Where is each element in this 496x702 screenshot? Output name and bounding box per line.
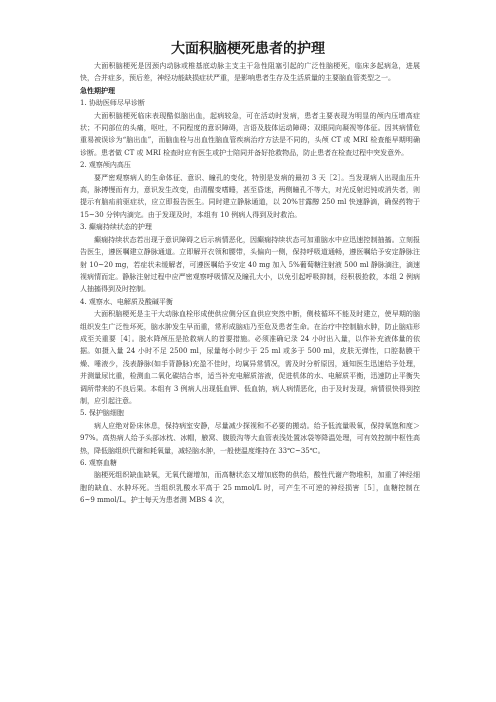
subsection-label: 保护脑细胞 xyxy=(88,409,124,418)
subsection-number: 5. xyxy=(80,409,87,418)
subsection-title-4 xyxy=(80,296,420,308)
subsection-label: 协助医师尽早诊断 xyxy=(88,99,145,108)
intro-paragraph: 大面积脑梗死是因颈内动脉或椎基底动脉主支主干急性阻塞引起的广泛性脑梗死，临床多起病急，进展快，合并症多，预后差，神经功能缺损症状严重，是影响患者生存及生活质量的主要脑血管类型之一。 xyxy=(80,62,420,83)
subsection-body-5: 病人应绝对卧床休息，保持病室安静，尽量减少探视和不必要的搬动。给予低流量吸氧，保持氧饱和度＞97%。高热病人给予头部冰枕、冰帽，腋窝、腹股沟等大血管表浅处置冰袋等降温处理，可有效控制中枢性高热，降低脑组织代谢和耗氧量，减轻脑水肿，一般使温度维持在 33℃~35℃。 xyxy=(80,421,420,455)
subsection-number: 2. xyxy=(80,161,87,170)
subsection-body-1: 大面积脑梗死临床表现酷似脑出血，起病较急，可在活动时发病，患者主要表现为明显的颅内压增高症状；不同部位的头痛，呕吐，不同程度的意识障碍，言语及肢体运动障碍；双眼同向凝视等体征。因其病情危重易被误诊为“脑出血”，而脑血栓与出血性脑血管疾病治疗方法是不同的，头颅 CT 或 MRI 检查能早期明确诊断。患者做 CT 或 MRI 检查时应有医生或护士陪同并备好抢救物品，防止患者在检查过程中突发意外。 xyxy=(80,111,420,157)
document-title: 大面积脑梗死患者的护理 xyxy=(171,41,325,57)
subsection-title-5 xyxy=(80,407,420,419)
subsection-label: 观察水、电解质及酸碱平衡 xyxy=(88,297,173,306)
subsection-title-2 xyxy=(80,159,420,171)
subsection-body-4: 大面积脑梗死是主干大动脉血栓形成使供应侧分区血供应突然中断，侧枝循环不能及时建立，使早期的脑组织发生广泛性坏死，脑水肿发生早而重，常形成脑疝乃至危及患者生命。在治疗中控制脑水肿，防止脑疝形成至关重要［4］。脱水降颅压是抢救病人的首要措施。必须准确记录 24 小时出入量，以作补充液体量的依据。如摄入量 24 小时不足 2500 ml，尿量每小时少于 25 ml 或多于 500 ml，皮肤无弹性，口腔黏膜干燥、唾液少，浅表静脉(如手背静脉)充盈不佳时，均属异常情况，需及时分析原因，通知医生迅速给予处理，并测量尿比重，检测血二氧化碳结合率，适当补充电解质溶液，促进机体的水、电解质平衡，迅速防止平衡失调所带来的不良后果。本组有 3 例病人出现低血钾、低血钠，病人病情恶化，由于及时发现，病情很快得到控制，应引起注意。 xyxy=(80,310,420,405)
subsection-number: 6. xyxy=(80,459,87,467)
subsection-label: 观察颅内高压 xyxy=(88,161,131,170)
subsection-title-6 xyxy=(80,457,420,469)
subsection-body-2: 要严密观察病人的生命体征、意识、瞳孔的变化，特别是发病的最初 3 天［2］。当发现病人出现血压升高，脉搏慢而有力，意识发生改变，由清醒变嗜睡，甚至昏迷，两侧瞳孔不等大，对光反射迟钝或消失者，则提示有脑疝前驱症状，应立即报告医生。同时建立静脉通道，以 20%甘露醇 250 ml 快速静滴，确保药物于 15~30 分钟内滴完。由于发现及时，本组有 10 例病人得到及时救治。 xyxy=(80,173,420,219)
subsection-title-3 xyxy=(80,221,420,233)
subsection-body-6: 脑梗死组织缺血缺氧，无氧代谢增加，而高糖状态又增加底物的供给，酸性代谢产物堆积，加重了神经细胞的缺血、水肿坏死。当组织乳酸水平高于 25 mmol/L 时，可产生不可逆的神经损害［5］，血糖控制在 6~9 mmol/L。护士每天为患者测 MBS 4 次， xyxy=(80,471,420,505)
subsection-number: 4. xyxy=(80,297,87,306)
subsection-label: 观察血糖 xyxy=(88,459,117,467)
subsection-number: 1. xyxy=(80,99,87,108)
document-body xyxy=(80,60,420,507)
subsection-label: 癫痫持续状态的护理 xyxy=(88,223,152,232)
subsection-title-1 xyxy=(80,97,420,109)
section-heading: 急性期护理 xyxy=(80,86,115,95)
subsection-number: 3. xyxy=(80,223,87,232)
subsection-body-3: 癫痫持续状态若出现于意识障碍之后示病情恶化，因癫痫持续状态可加重脑水中应迅速控制抽搐。立刻报告医生，遵医嘱建立静脉通道。立即解开衣领和腰带，头偏向一侧，保持呼吸道通畅，遵医嘱给予安定静脉注射 10~20 mg，若症状未缓解者，可遵医嘱给予安定 40 mg 加入 5%葡萄糖注射液 500 ml 静脉滴注，滴速视病情而定。静脉注射过程中应严密观察呼吸情况及瞳孔大小，以免引起呼吸抑制，经积极抢救，本组 2 例病人抽搐得到及时控制。 xyxy=(80,235,420,294)
